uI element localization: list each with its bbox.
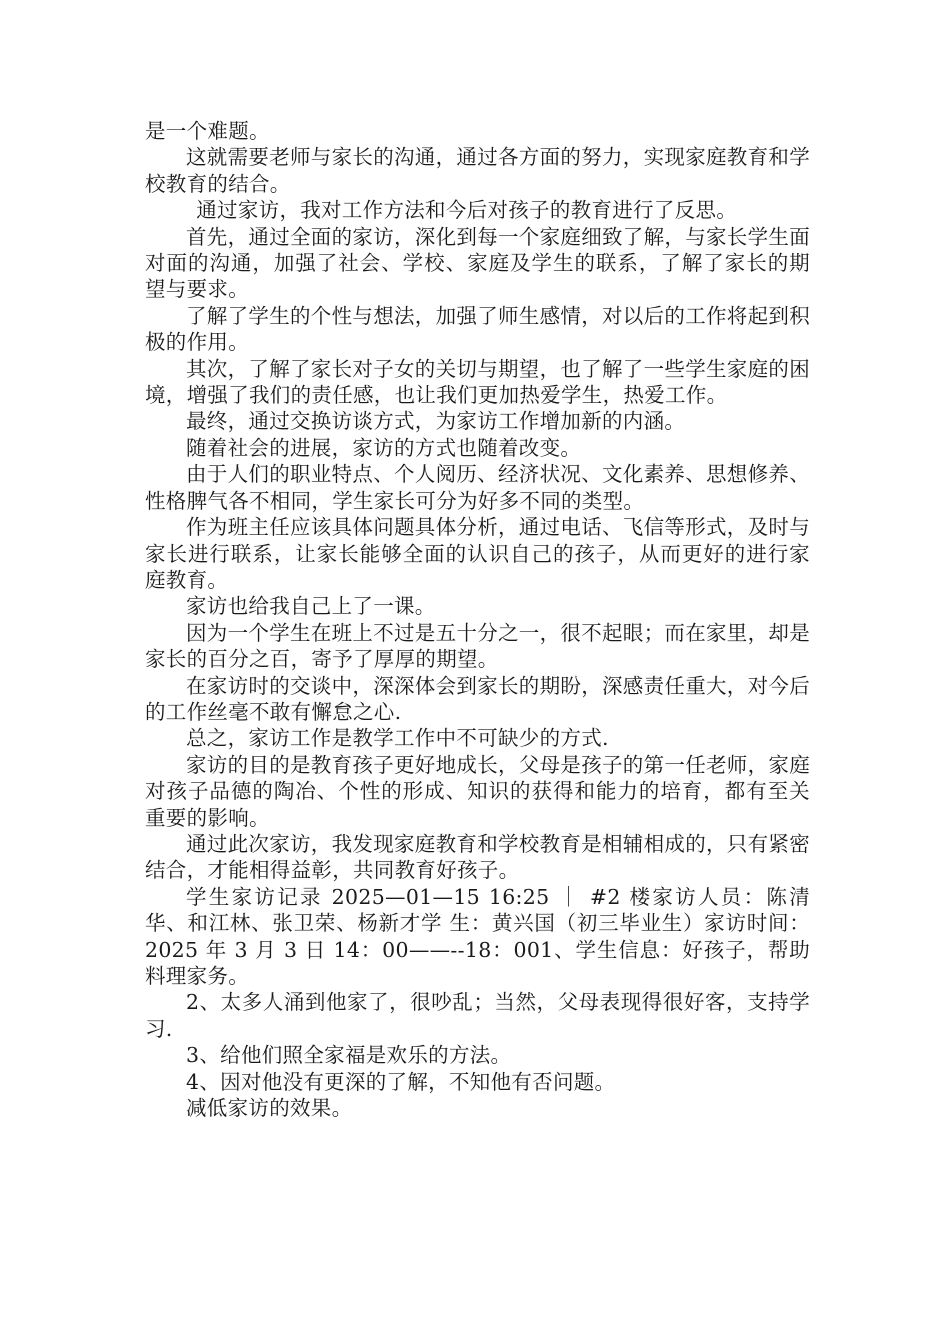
paragraph-5: 了解了学生的个性与想法，加强了师生感情，对以后的工作将起到积极的作用。 [145,303,810,355]
paragraph-6: 其次，了解了家长对子女的关切与期望，也了解了一些学生家庭的困境，增强了我们的责任感，也让我们更加热爱学生，热爱工作。 [145,356,810,408]
paragraph-12: 因为一个学生在班上不过是五十分之一，很不起眼；而在家里，却是家长的百分之百，寄予了厚厚的期望。 [145,620,810,672]
paragraph-16: 通过此次家访，我发现家庭教育和学校教育是相辅相成的，只有紧密结合，才能相得益彰，共同教育好孩子。 [145,831,810,883]
paragraph-3: 通过家访，我对工作方法和今后对孩子的教育进行了反思。 [196,198,738,223]
paragraph-18: 2、太多人涌到他家了，很吵乱；当然，父母表现得很好客，支持学习. [145,990,810,1041]
paragraph-1: 是一个难题。 [145,119,270,143]
paragraph-17: 学生家访记录 2025—01—15 16:25 ｜ #2 楼家访人员：陈清华、和江林、张卫荣、杨新才学 生：黄兴国（初三毕业生）家访时间：2025 年 3 月 3 日 14：00——--18：001、学生信息：好孩子，帮助料理家务。 [145,884,810,988]
paragraph-8: 随着社会的进展，家访的方式也随着改变。 [186,435,582,460]
document-body [145,118,810,1121]
paragraph-21: 减低家访的效果。 [186,1096,353,1121]
paragraph-11: 家访也给我自己上了一课。 [186,594,436,619]
paragraph-2: 这就需要老师与家长的沟通，通过各方面的努力，实现家庭教育和学校教育的结合。 [145,145,810,196]
paragraph-13: 在家访时的交谈中，深深体会到家长的期盼，深感责任重大，对今后的工作丝毫不敢有懈怠之心. [145,673,810,724]
paragraph-14: 总之，家访工作是教学工作中不可缺少的方式. [186,726,609,751]
paragraph-9: 由于人们的职业特点、个人阅历、经济状况、文化素养、思想修养、性格脾气各不相同，学生家长可分为好多不同的类型。 [145,462,810,513]
paragraph-19: 3、给他们照全家福是欢乐的方法。 [186,1043,512,1068]
paragraph-15: 家访的目的是教育孩子更好地成长，父母是孩子的第一任老师，家庭对孩子品德的陶冶、个性的形成、知识的获得和能力的培育，都有至关重要的影响。 [145,752,810,830]
paragraph-10: 作为班主任应该具体问题具体分析，通过电话、飞信等形式，及时与家长进行联系，让家长能够全面的认识自己的孩子，从而更好的进行家庭教育。 [145,515,810,592]
paragraph-7: 最终，通过交换访谈方式，为家访工作增加新的内涵。 [186,409,686,434]
paragraph-4: 首先，通过全面的家访，深化到每一个家庭细致了解，与家长学生面对面的沟通，加强了社会、学校、家庭及学生的联系，了解了家长的期望与要求。 [145,224,810,302]
paragraph-20: 4、因对他没有更深的了解，不知他有否问题。 [186,1069,616,1094]
